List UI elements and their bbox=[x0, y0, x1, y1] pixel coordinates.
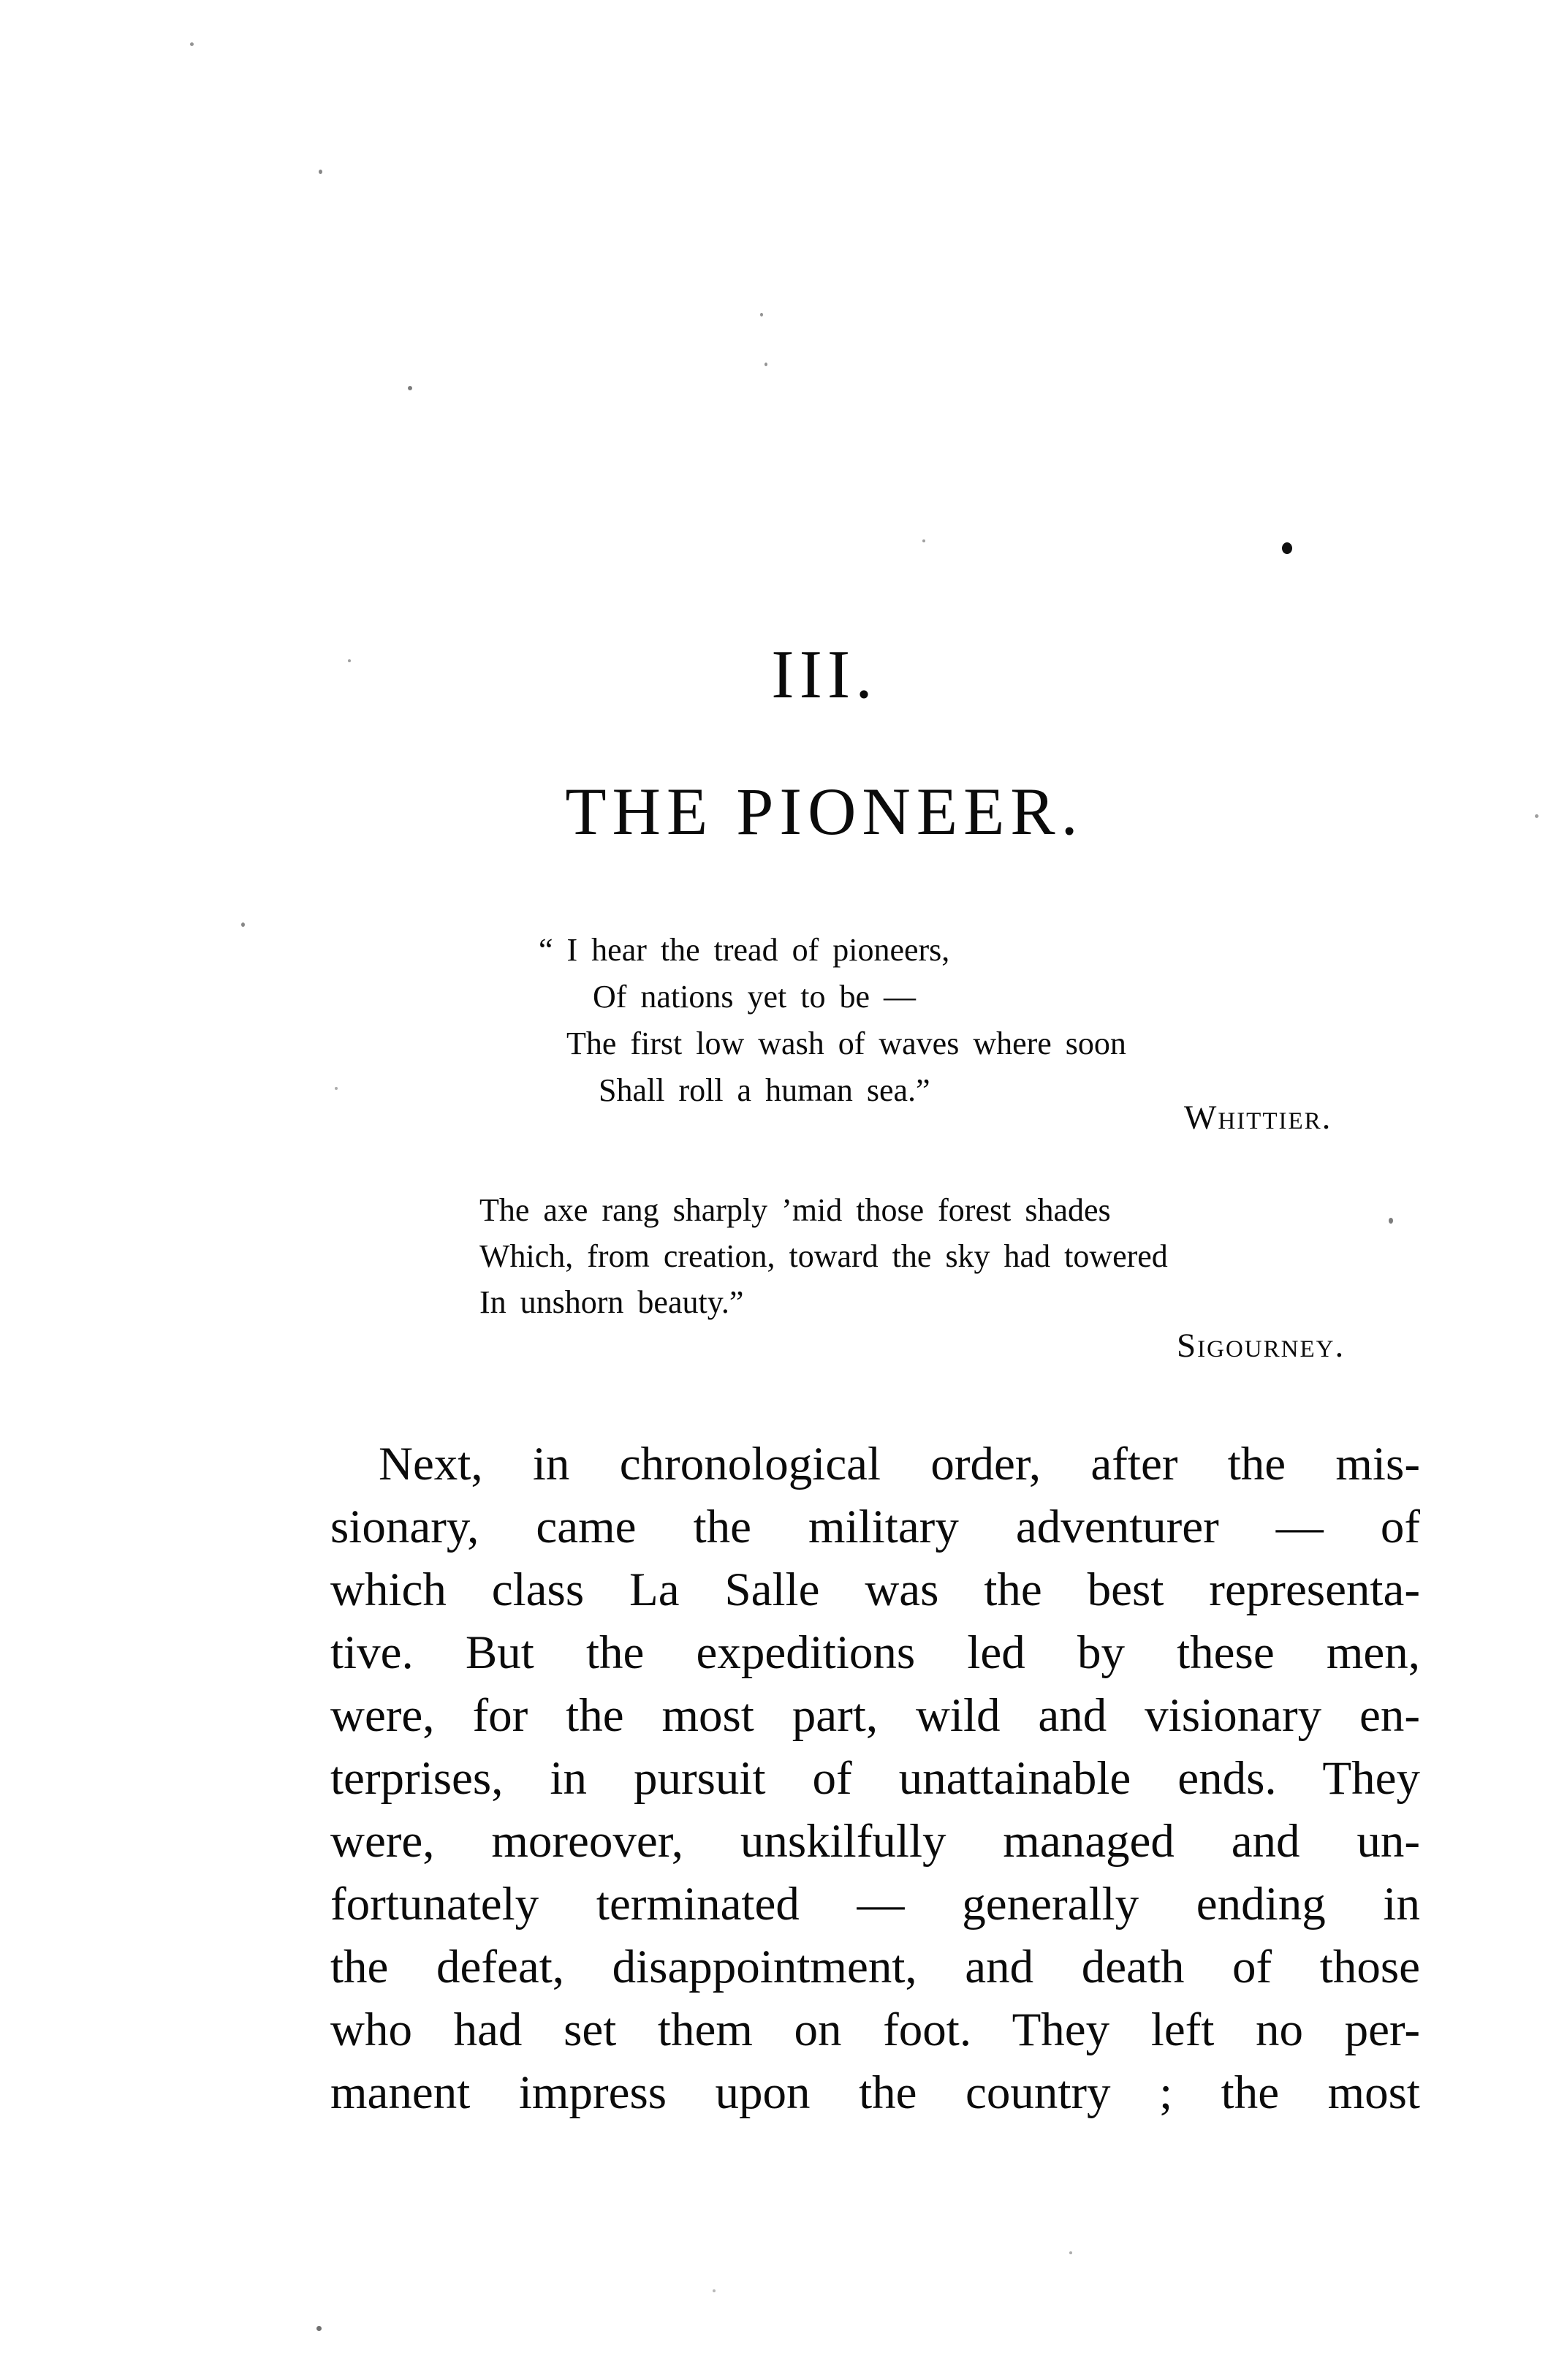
epigraph-line: Shall roll a human sea.” bbox=[599, 1072, 930, 1108]
epigraph-attribution-sigourney: Sigourney. bbox=[1177, 1327, 1346, 1365]
epigraph-whittier bbox=[539, 927, 1126, 1114]
epigraph-line: The first low wash of waves where soon bbox=[566, 1026, 1126, 1061]
epigraph-line: Of nations yet to be — bbox=[593, 979, 917, 1015]
epigraph-line: In unshorn beauty.” bbox=[479, 1284, 744, 1320]
body-paragraph bbox=[330, 1433, 1420, 2124]
scan-speck bbox=[335, 1087, 338, 1090]
epigraph-line: “ I hear the tread of pioneers, bbox=[539, 932, 950, 968]
paragraph-line: Next, in chronological order, after the mis- bbox=[379, 1438, 1420, 1490]
paragraph-line: tive. But the expeditions led by these men, bbox=[330, 1626, 1420, 1679]
scan-speck bbox=[1389, 1218, 1393, 1224]
chapter-number: III. bbox=[771, 637, 878, 713]
paragraph-line: the defeat, disappointment, and death of those bbox=[330, 1941, 1420, 1993]
scan-speck bbox=[922, 539, 925, 542]
scan-speck bbox=[241, 922, 245, 927]
scan-speck bbox=[408, 386, 412, 390]
scan-speck bbox=[764, 363, 767, 366]
paragraph-line: who had set them on foot. They left no per- bbox=[330, 2004, 1420, 2056]
paragraph-line: fortunately terminated — generally ending in bbox=[330, 1878, 1420, 1930]
paragraph-line: were, moreover, unskilfully managed and un- bbox=[330, 1815, 1420, 1868]
scan-speck bbox=[713, 2289, 716, 2292]
paragraph-line: sionary, came the military adventurer — of bbox=[330, 1501, 1420, 1553]
chapter-title: THE PIONEER. bbox=[565, 774, 1084, 849]
scan-speck bbox=[316, 2326, 322, 2331]
epigraph-line: Which, from creation, toward the sky had towered bbox=[479, 1238, 1168, 1274]
scan-speck bbox=[190, 42, 194, 46]
epigraph-sigourney bbox=[479, 1187, 1168, 1325]
scan-speck bbox=[1282, 542, 1292, 554]
epigraph-line: The axe rang sharply ’mid those forest shades bbox=[479, 1192, 1111, 1228]
paragraph-line: terprises, in pursuit of unattainable ends. They bbox=[330, 1752, 1420, 1805]
paragraph-line: manent impress upon the country ; the most bbox=[330, 2066, 1420, 2119]
scan-speck bbox=[319, 170, 322, 174]
epigraph-attribution-whittier: Whittier. bbox=[1184, 1099, 1332, 1137]
paragraph-line: which class La Salle was the best representa- bbox=[330, 1564, 1420, 1616]
scan-speck bbox=[760, 313, 763, 317]
paragraph-line: were, for the most part, wild and visionary en- bbox=[330, 1689, 1420, 1742]
scan-speck bbox=[1069, 2251, 1072, 2254]
